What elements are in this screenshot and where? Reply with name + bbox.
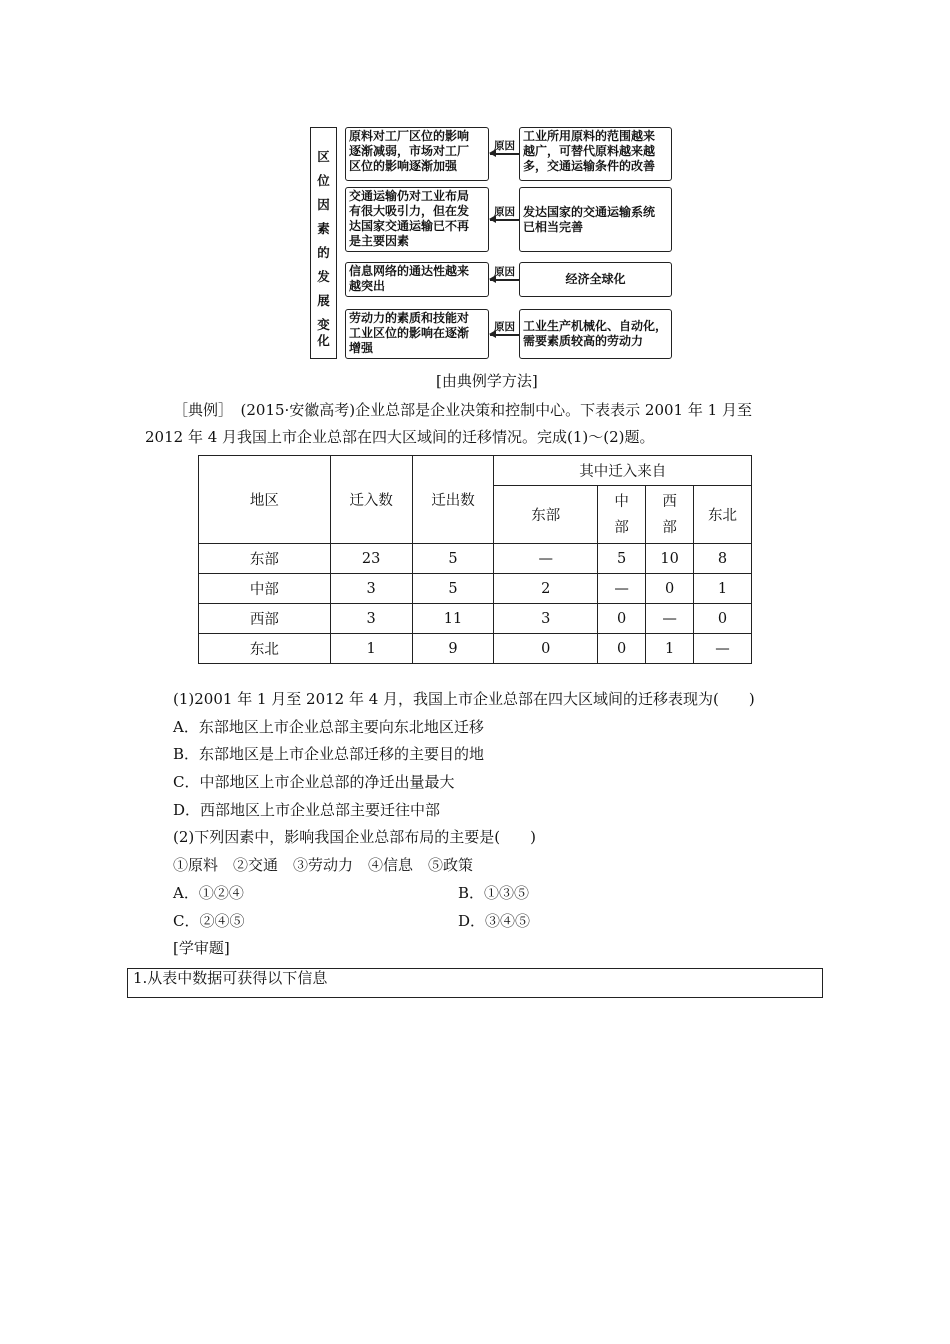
effect-line: 逐渐减弱，市场对工厂 xyxy=(349,144,470,158)
table-row xyxy=(199,634,752,664)
effect-line: 交通运输仍对工业布局 xyxy=(349,189,470,203)
cause-line: 工业生产机械化、自动化， xyxy=(523,319,668,333)
cause-box-4 xyxy=(519,309,672,359)
cell-northeast: — xyxy=(694,634,752,664)
effect-line: 劳动力的素质和技能对 xyxy=(349,311,470,325)
cell-region: 东北 xyxy=(199,634,331,664)
diagram-title-char: 化 xyxy=(317,333,330,348)
cell-region: 东部 xyxy=(199,544,331,574)
cause-line: 经济全球化 xyxy=(565,272,626,286)
question-1-option: A．东部地区上市企业总部主要向东北地区迁移 xyxy=(173,718,484,736)
cell-west: 1 xyxy=(646,634,694,664)
cell-west: 0 xyxy=(646,574,694,604)
effect-line: 增强 xyxy=(349,341,374,355)
question-2-option-a: A．①②④ xyxy=(173,884,244,902)
header-from-group: 其中迁入来自 xyxy=(494,456,752,486)
reason-label-3: 原因 xyxy=(494,266,515,278)
table-row xyxy=(199,604,752,634)
effect-line: 信息网络的通达性越来 xyxy=(349,264,470,278)
cause-line: 已相当完善 xyxy=(523,219,584,234)
header-from-west xyxy=(646,486,694,544)
effect-box-2 xyxy=(345,187,489,252)
effect-line: 工业区位的影响在逐渐 xyxy=(349,326,470,340)
question-2-factors: ①原料 ②交通 ③劳动力 ④信息 ⑤政策 xyxy=(173,856,474,874)
question-1-option: B．东部地区是上市企业总部迁移的主要目的地 xyxy=(173,745,485,763)
question-2-option-b: B．①③⑤ xyxy=(458,884,530,902)
cell-out: 11 xyxy=(412,604,494,634)
cell-in: 3 xyxy=(330,604,412,634)
cell-west: — xyxy=(646,604,694,634)
cell-northeast: 8 xyxy=(694,544,752,574)
effect-line: 区位的影响逐渐加强 xyxy=(349,159,458,173)
header-from-central-line: 部 xyxy=(614,519,629,536)
effect-line: 原料对工厂区位的影响 xyxy=(349,129,470,143)
question-2-stem: (2)下列因素中，影响我国企业总部布局的主要是( ) xyxy=(173,828,536,846)
reason-label-2: 原因 xyxy=(494,206,515,218)
header-from-west-line: 西 xyxy=(662,493,677,510)
cell-northeast: 1 xyxy=(694,574,752,604)
question-2-option-c: C．②④⑤ xyxy=(173,912,245,930)
cause-line: 越广，可替代原料越来越 xyxy=(523,144,656,158)
cell-central: 5 xyxy=(598,544,646,574)
effect-line: 越突出 xyxy=(349,279,386,293)
cell-west: 10 xyxy=(646,544,694,574)
migration-table xyxy=(198,455,752,664)
diagram-title-char: 发 xyxy=(317,269,330,284)
diagram-title-char: 因 xyxy=(317,197,330,212)
reason-label-1: 原因 xyxy=(494,140,515,152)
cell-in: 1 xyxy=(330,634,412,664)
cause-line: 多，交通运输条件的改善 xyxy=(523,159,656,173)
cell-out: 9 xyxy=(412,634,494,664)
diagram-title-char: 区 xyxy=(317,149,330,164)
question-1-option: C．中部地区上市企业总部的净迁出量最大 xyxy=(173,773,455,791)
table-row xyxy=(199,574,752,604)
reason-label-4: 原因 xyxy=(494,321,515,333)
cell-out: 5 xyxy=(412,574,494,604)
review-title: [学审题] xyxy=(173,939,230,957)
cell-out: 5 xyxy=(412,544,494,574)
question-1-option: D．西部地区上市企业总部主要迁往中部 xyxy=(173,801,441,819)
header-from-east: 东部 xyxy=(494,486,598,544)
arrow-1 xyxy=(490,153,519,155)
cell-in: 23 xyxy=(330,544,412,574)
arrow-2 xyxy=(490,219,519,221)
header-region: 地区 xyxy=(199,456,331,544)
question-2-option-d: D．③④⑤ xyxy=(458,912,531,930)
cause-box-3 xyxy=(519,262,672,297)
header-from-northeast: 东北 xyxy=(694,486,752,544)
header-out: 迁出数 xyxy=(412,456,494,544)
example-line-2: 2012 年 4 月我国上市企业总部在四大区域间的迁移情况。完成(1)～(2)题。 xyxy=(145,428,655,446)
effect-line: 有很大吸引力，但在发 xyxy=(349,204,470,218)
cell-region: 西部 xyxy=(199,604,331,634)
example-line-1: ［典例］ (2015·安徽高考)企业总部是企业决策和控制中心。下表表示 2001 年 1 月至 xyxy=(173,401,752,419)
answer-box xyxy=(127,968,823,998)
cause-line: 工业所用原料的范围越来 xyxy=(523,129,656,143)
diagram-title-char: 展 xyxy=(317,293,330,308)
cell-central: 0 xyxy=(598,634,646,664)
diagram-title-char: 变 xyxy=(317,317,330,332)
cell-northeast: 0 xyxy=(694,604,752,634)
effect-box-1 xyxy=(345,127,489,181)
cell-east: 3 xyxy=(494,604,598,634)
cause-line: 需要素质较高的劳动力 xyxy=(523,334,644,348)
effect-line: 达国家交通运输已不再 xyxy=(349,219,470,233)
cell-east: — xyxy=(494,544,598,574)
cause-box-2 xyxy=(519,187,672,252)
arrow-4 xyxy=(490,334,519,336)
cell-central: 0 xyxy=(598,604,646,634)
section-title: [由典例学方法] xyxy=(436,372,538,390)
diagram-title-char: 素 xyxy=(317,221,330,236)
cell-east: 0 xyxy=(494,634,598,664)
header-from-central-line: 中 xyxy=(614,493,629,510)
cause-box-1 xyxy=(519,127,672,181)
cell-in: 3 xyxy=(330,574,412,604)
effect-box-3 xyxy=(345,262,489,297)
diagram-title-char: 的 xyxy=(317,245,330,260)
cell-east: 2 xyxy=(494,574,598,604)
arrow-3 xyxy=(490,279,519,281)
cause-line: 发达国家的交通运输系统 xyxy=(523,204,656,219)
effect-box-4 xyxy=(345,309,489,359)
cell-region: 中部 xyxy=(199,574,331,604)
question-1-stem: (1)2001 年 1 月至 2012 年 4 月，我国上市企业总部在四大区域间的迁移表现为( ) xyxy=(173,690,755,708)
diagram-title-char: 位 xyxy=(317,173,330,188)
header-in: 迁入数 xyxy=(330,456,412,544)
cell-central: — xyxy=(598,574,646,604)
diagram-title-box xyxy=(310,127,337,359)
table-row xyxy=(199,544,752,574)
header-from-central xyxy=(598,486,646,544)
effect-line: 是主要因素 xyxy=(349,234,410,248)
header-from-west-line: 部 xyxy=(662,519,677,536)
answer-box-text: 1.从表中数据可获得以下信息 xyxy=(133,969,328,987)
